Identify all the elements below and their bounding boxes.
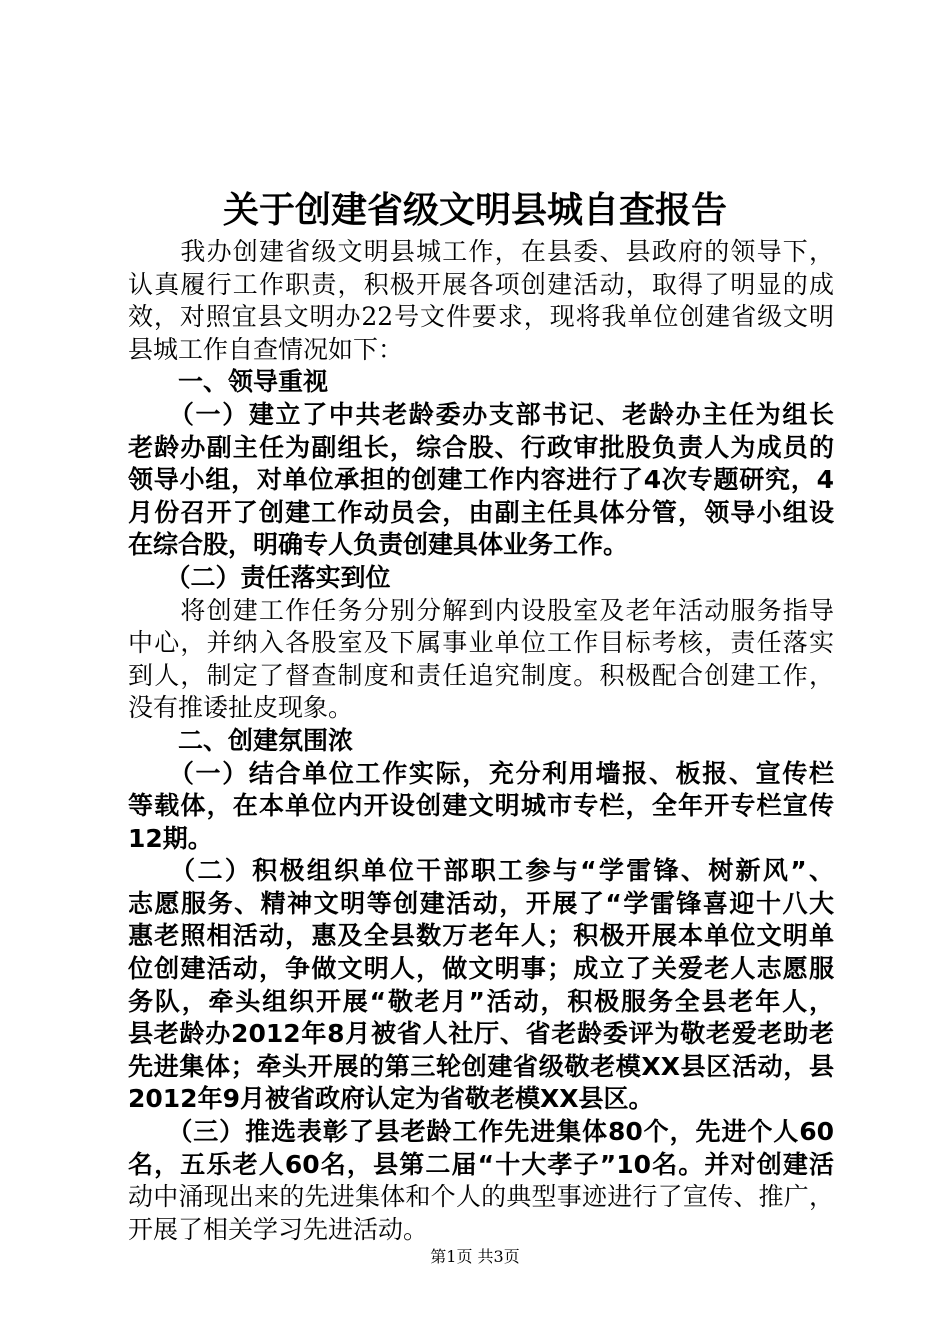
document-body [128, 236, 834, 1246]
text-line: 名，五乐老人60名，县第二届“十大孝子”10名。并对创建活 [128, 1149, 834, 1179]
text-line: 老龄办副主任为副组长，综合股、行政审批股负责人为成员的 [128, 432, 834, 462]
text-line: （一）结合单位工作实际，充分利用墙报、板报、宣传栏 [128, 758, 834, 788]
text-line: 务队，牵头组织开展“敬老月”活动，积极服务全县老年人， [128, 986, 834, 1016]
text-line: （三）推选表彰了县老龄工作先进集体80个，先进个人60 [128, 1117, 834, 1147]
text-line: 到人，制定了督查制度和责任追究制度。积极配合创建工作， [128, 660, 834, 690]
text-line: 动中涌现出来的先进集体和个人的典型事迹进行了宣传、推广， [128, 1182, 834, 1212]
text-line: 12期。 [128, 823, 213, 853]
text-line: 没有推诿扯皮现象。 [128, 693, 354, 723]
text-line: 位创建活动，争做文明人，做文明事；成立了关爱老人志愿服 [128, 954, 834, 984]
text-line: 开展了相关学习先进活动。 [128, 1214, 429, 1244]
text-line: 惠老照相活动，惠及全县数万老年人；积极开展本单位文明单 [128, 921, 834, 951]
page-footer: 第1页 共3页 [430, 1247, 520, 1266]
text-line: 先进集体；牵头开展的第三轮创建省级敬老模XX县区活动，县 [128, 1051, 834, 1081]
text-line: 志愿服务、精神文明等创建活动，开展了“学雷锋喜迎十八大 [128, 888, 834, 918]
text-line: 领导小组，对单位承担的创建工作内容进行了4次专题研究，4 [128, 465, 834, 495]
text-line: 县老龄办2012年8月被省人社厅、省老龄委评为敬老爱老助老 [128, 1019, 834, 1049]
document-title: 关于创建省级文明县城自查报告 [222, 189, 727, 231]
text-line: 认真履行工作职责，积极开展各项创建活动，取得了明显的成 [128, 269, 834, 299]
text-line: 将创建工作任务分别分解到内设股室及老年活动服务指导 [128, 595, 834, 625]
text-line: 等载体，在本单位内开设创建文明城市专栏，全年开专栏宣传 [128, 791, 834, 821]
text-line: 2012年9月被省政府认定为省敬老模XX县区。 [128, 1084, 654, 1114]
text-line: 二、创建氛围浓 [128, 725, 354, 755]
text-line: 中心，并纳入各股室及下属事业单位工作目标考核，责任落实 [128, 628, 834, 658]
text-line: （二）积极组织单位干部职工参与“学雷锋、树新风”、 [128, 856, 834, 886]
text-line: 月份召开了创建工作动员会，由副主任具体分管，领导小组设 [128, 497, 834, 527]
text-line: （一）建立了中共老龄委办支部书记、老龄办主任为组长 [128, 399, 834, 429]
text-line: 我办创建省级文明县城工作，在县委、县政府的领导下， [128, 237, 834, 266]
text-line: 在综合股，明确专人负责创建具体业务工作。 [128, 530, 629, 560]
text-line: 一、领导重视 [128, 367, 329, 397]
text-line: 效，对照宜县文明办22号文件要求，现将我单位创建省级文明 [128, 302, 834, 332]
text-line: 县城工作自查情况如下： [128, 334, 404, 364]
text-line: （二）责任落实到位 [128, 562, 391, 592]
